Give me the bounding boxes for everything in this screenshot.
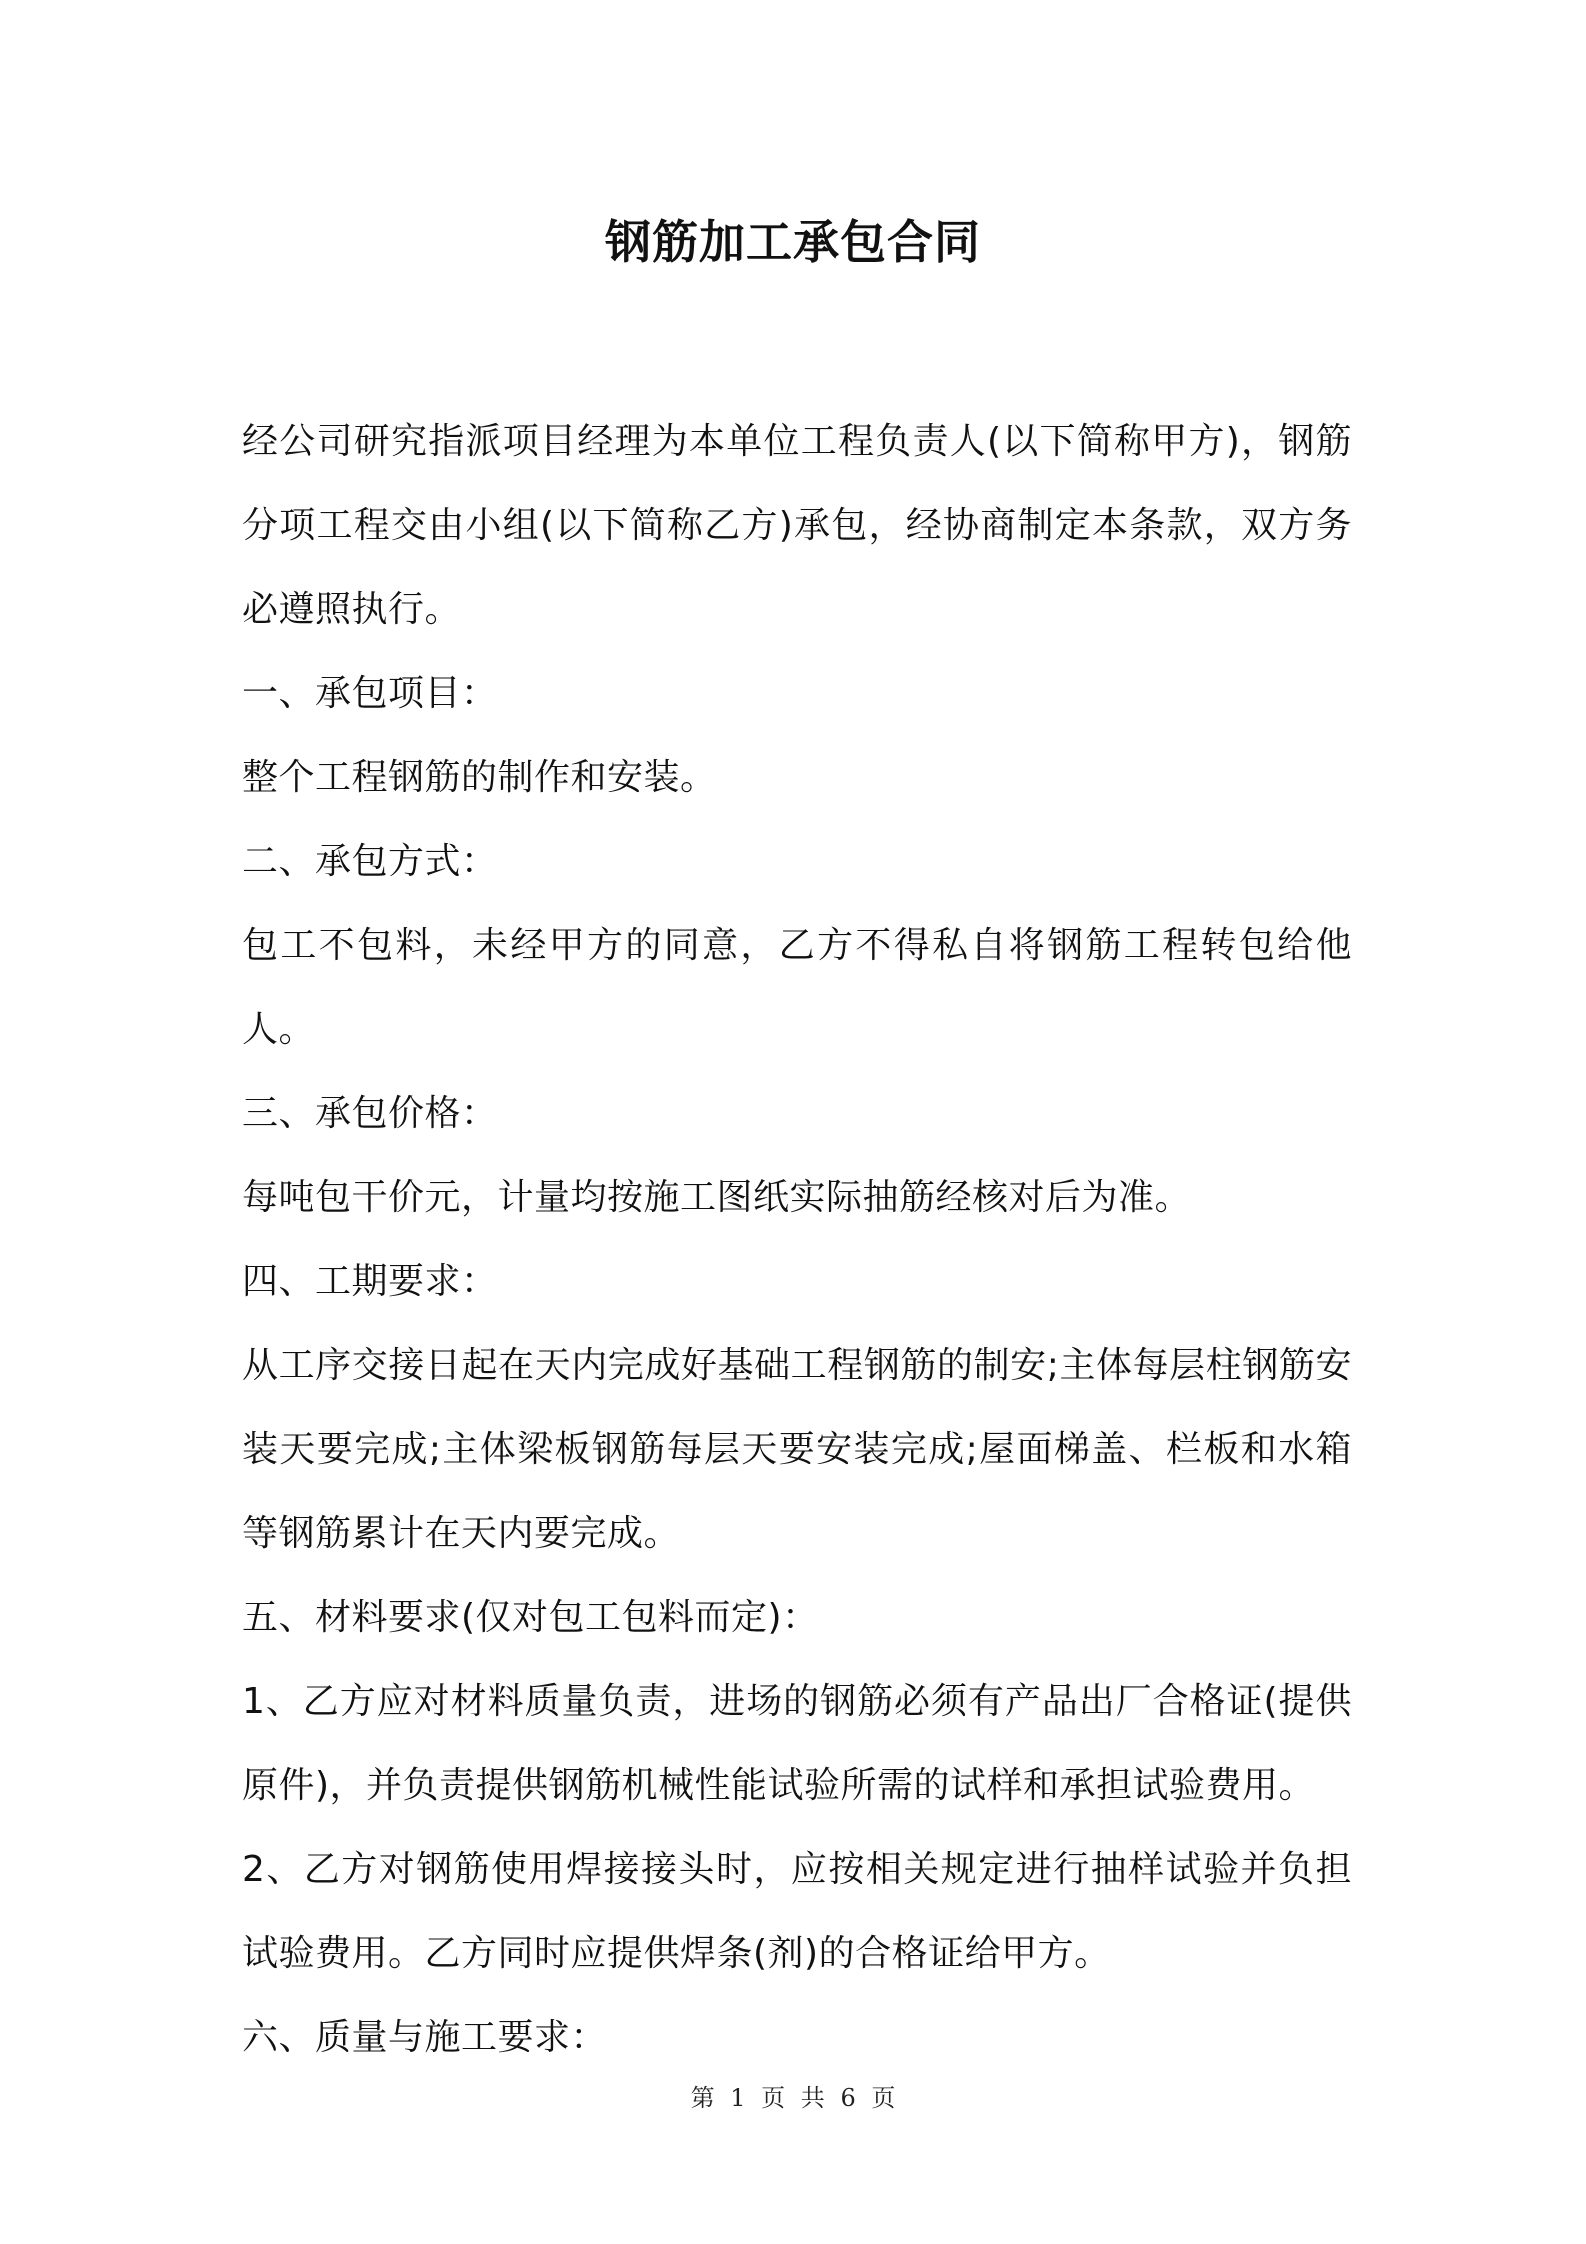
section-heading-6: 六、质量与施工要求： (242, 2017, 608, 2058)
section-text-4: 从工序交接日起在天内完成好基础工程钢筋的制安;主体每层柱钢筋安装天要完成;主体梁板钢筋每层天要安装完成;屋面梯盖、栏板和水箱等钢筋累计在天内要完成。 (242, 1345, 1352, 1554)
page-number-footer: 第 1 页 共 6 页 (690, 2084, 896, 2112)
section-heading-2: 二、承包方式： (242, 841, 498, 882)
section-heading-5: 五、材料要求(仅对包工包料而定)： (242, 1597, 819, 1638)
section-heading-4: 四、工期要求： (242, 1261, 498, 1302)
section-heading-3: 三、承包价格： (242, 1093, 498, 1134)
section-heading-1: 一、承包项目： (242, 673, 498, 714)
document-title: 钢筋加工承包合同 (605, 215, 981, 269)
intro-paragraph: 经公司研究指派项目经理为本单位工程负责人(以下简称甲方)，钢筋分项工程交由小组(以下简称乙方)承包，经协商制定本条款，双方务必遵照执行。 (242, 421, 1352, 630)
section-text-2: 包工不包料，未经甲方的同意，乙方不得私自将钢筋工程转包给他人。 (242, 925, 1352, 1050)
document-body (242, 400, 1352, 2080)
section-text-5-item-2: 2、乙方对钢筋使用焊接接头时，应按相关规定进行抽样试验并负担试验费用。乙方同时应提供焊条(剂)的合格证给甲方。 (242, 1849, 1352, 1974)
section-text-5-item-1: 1、乙方应对材料质量负责，进场的钢筋必须有产品出厂合格证(提供原件)，并负责提供钢筋机械性能试验所需的试样和承担试验费用。 (242, 1681, 1352, 1806)
section-text-1: 整个工程钢筋的制作和安装。 (242, 757, 717, 798)
section-text-3: 每吨包干价元，计量均按施工图纸实际抽筋经核对后为准。 (242, 1177, 1192, 1218)
